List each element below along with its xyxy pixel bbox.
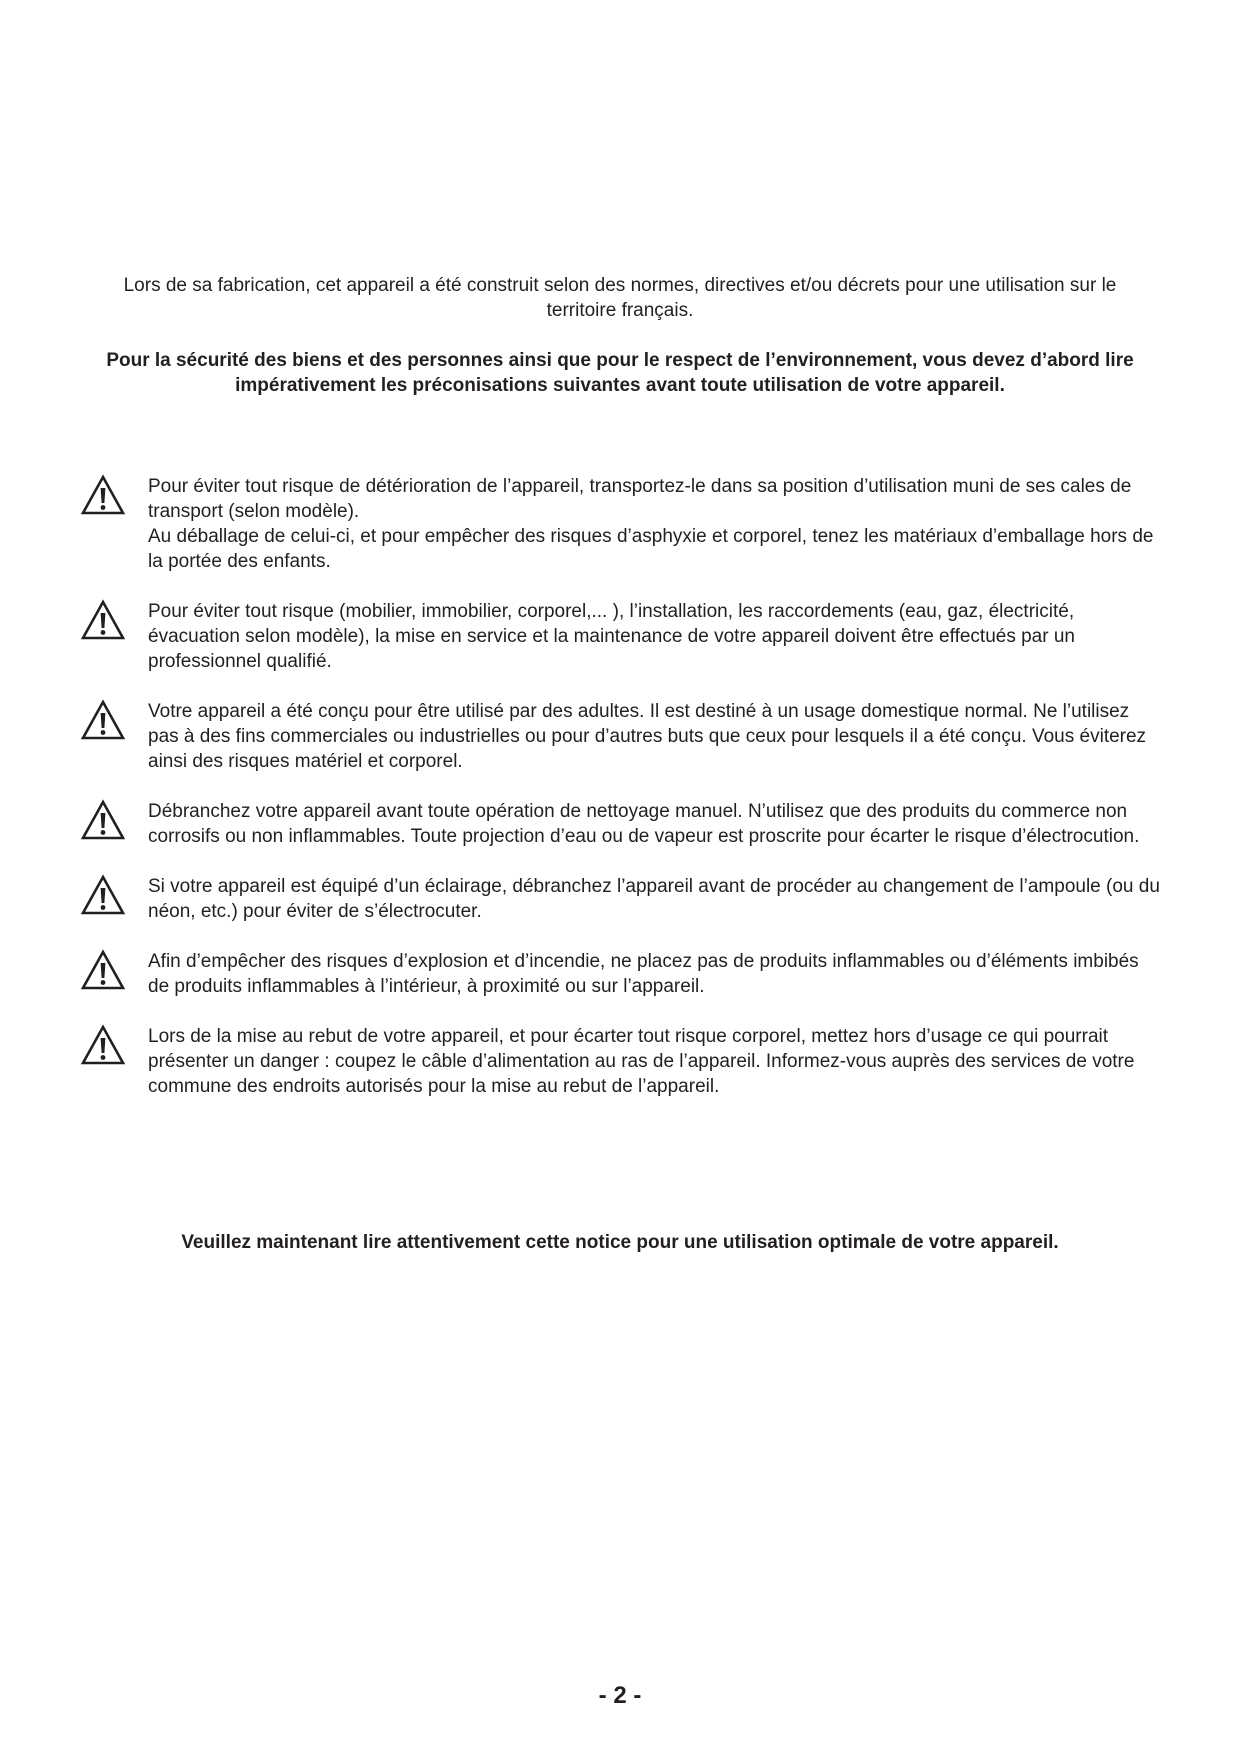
- warning-triangle-icon: [80, 874, 126, 916]
- intro-paragraph: Lors de sa fabrication, cet appareil a été construit selon des normes, directives et/ou décrets pour une utilisation sur le territoire français.: [123, 275, 1117, 321]
- warning-text: Lors de la mise au rebut de votre appareil, et pour écarter tout risque corporel, mettez hors d’usage ce qui pourrait présenter un danger : coupez le câble d’alimentation au ras de l’appareil. Informez-vous auprès des services de votre commune des endroits autorisés pour la mise au rebut de l’appareil.: [148, 1026, 1135, 1097]
- closing-paragraph: Veuillez maintenant lire attentivement cette notice pour une utilisation optimale de votre appareil.: [181, 1232, 1059, 1253]
- warning-triangle-icon: [80, 799, 126, 841]
- warning-triangle-icon: [80, 474, 126, 516]
- warning-triangle-icon: [80, 1024, 126, 1066]
- warning-triangle-icon: [80, 699, 126, 741]
- warning-text: Pour éviter tout risque (mobilier, immobilier, corporel,... ), l’installation, les raccordements (eau, gaz, électricité, évacuation selon modèle), la mise en service et la maintenance de votre appareil doivent être effectués par un professionnel qualifié.: [148, 601, 1075, 672]
- warning-text: Votre appareil a été conçu pour être utilisé par des adultes. Il est destiné à un usage domestique normal. Ne l’utilisez pas à des fins commerciales ou industrielles ou pour d’autres buts que ceux pour lesquels il a été conçu. Vous éviterez ainsi des risques matériel et corporel.: [148, 701, 1147, 772]
- warning-item: [80, 874, 1160, 924]
- warning-item: [80, 799, 1160, 849]
- page-number: - 2 -: [598, 1682, 642, 1709]
- warning-triangle-icon: [80, 949, 126, 991]
- warning-item: [80, 1024, 1160, 1099]
- warnings-list: [80, 474, 1160, 1124]
- warning-text: Afin d’empêcher des risques d’explosion et d’incendie, ne placez pas de produits inflammables ou d’éléments imbibés de produits inflammables à l’intérieur, à proximité ou sur l’appareil.: [148, 951, 1139, 997]
- warning-text: Pour éviter tout risque de détérioration de l’appareil, transportez-le dans sa position d’utilisation muni de ses cales de transport (selon modèle).: [148, 476, 1132, 522]
- warning-triangle-icon: [80, 599, 126, 641]
- warning-item: [80, 474, 1160, 574]
- warning-text: Au déballage de celui-ci, et pour empêcher des risques d’asphyxie et corporel, tenez les matériaux d’emballage hors de la portée des enfants.: [148, 526, 1154, 572]
- warning-item: [80, 699, 1160, 774]
- warning-text: Si votre appareil est équipé d’un éclairage, débranchez l’appareil avant de procéder au changement de l’ampoule (ou du néon, etc.) pour éviter de s’électrocuter.: [148, 876, 1160, 922]
- warning-item: [80, 949, 1160, 999]
- warning-text: Débranchez votre appareil avant toute opération de nettoyage manuel. N’utilisez que des produits du commerce non corrosifs ou non inflammables. Toute projection d’eau ou de vapeur est proscrite pour écarter le risque d’électrocution.: [148, 801, 1140, 847]
- intro-bold-paragraph: Pour la sécurité des biens et des personnes ainsi que pour le respect de l’environnement, vous devez d’abord lire impérativement les préconisations suivantes avant toute utilisation de votre appareil.: [106, 350, 1134, 396]
- warning-item: [80, 599, 1160, 674]
